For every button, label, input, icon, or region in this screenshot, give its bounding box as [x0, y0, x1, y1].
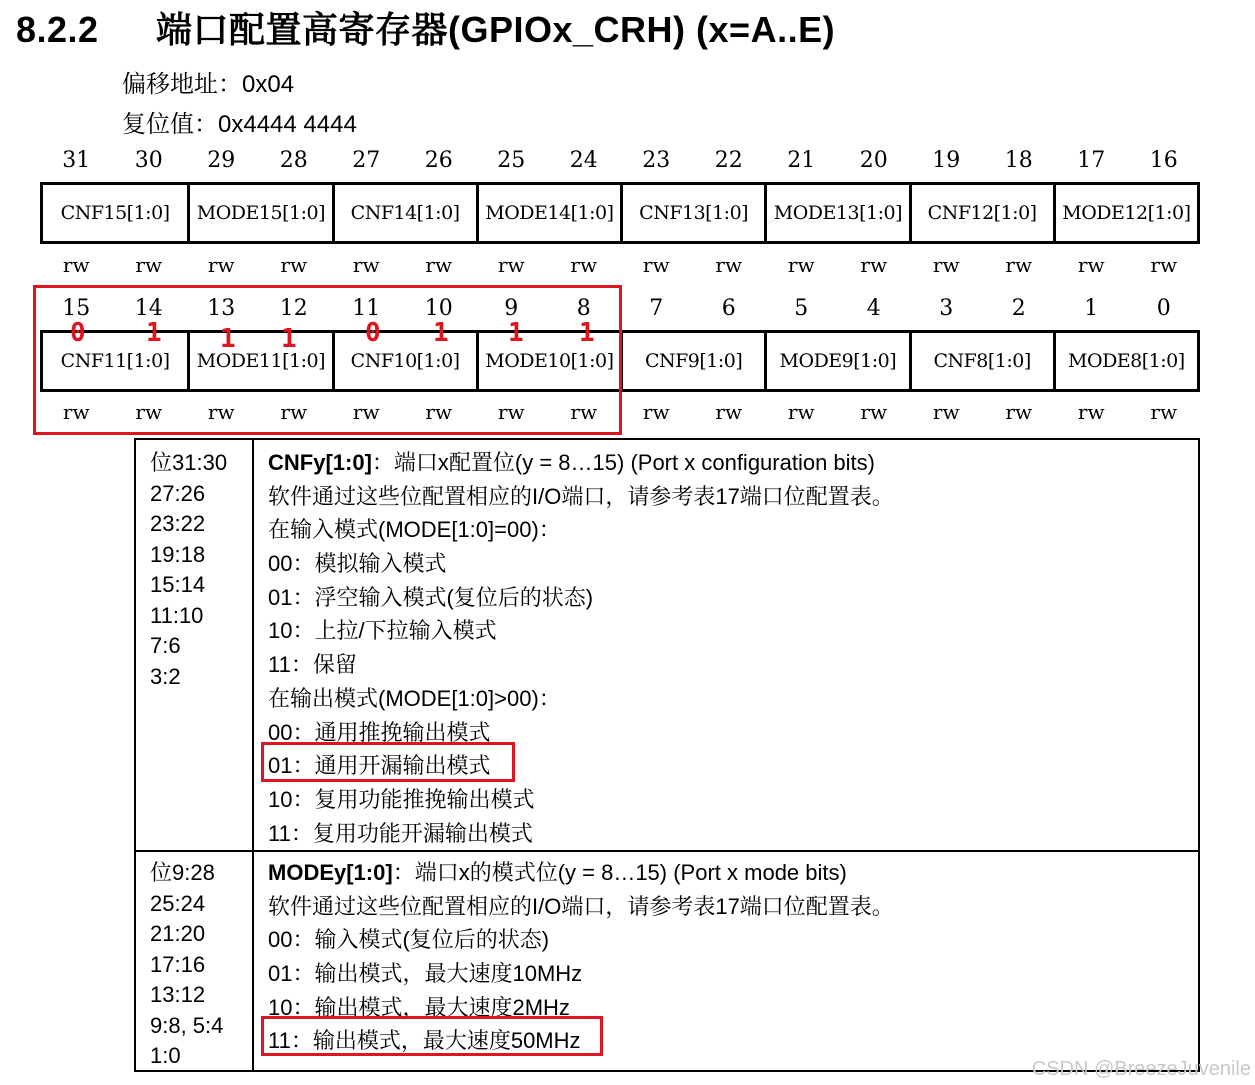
access-type: rw — [642, 253, 670, 277]
section-title — [16, 2, 835, 53]
access-type: rw — [642, 400, 670, 424]
description-line: 10：输出模式，最大速度2MHz — [268, 994, 570, 1020]
access-type: rw — [860, 400, 888, 424]
bit-number: 15 — [62, 296, 91, 321]
annotation-bit-value: 0 — [70, 318, 86, 348]
register-field: CNF13[1:0] — [620, 185, 764, 241]
cnf-heading-field: CNFy[1:0] — [268, 450, 372, 475]
50mhz-highlight — [261, 1016, 603, 1056]
register-field: MODE15[1:0] — [187, 185, 331, 241]
bit-number: 18 — [1004, 148, 1033, 173]
register-field: MODE11[1:0] — [187, 333, 331, 389]
annotation-bit-value: 1 — [433, 318, 449, 348]
section-number: 8.2.2 — [16, 9, 99, 50]
bit-range: 13:12 — [150, 982, 206, 1007]
cnf-description — [254, 440, 1198, 850]
description-line: 11：输出模式，最大速度50MHz — [268, 1028, 581, 1054]
bit-number: 19 — [932, 148, 961, 173]
bit-range: 27:26 — [150, 480, 206, 506]
access-type: rw — [352, 253, 380, 277]
register-field: MODE10[1:0] — [476, 333, 620, 389]
access-type: rw — [207, 400, 235, 424]
description-line: 01：通用开漏输出模式 — [268, 753, 491, 779]
bit-number: 29 — [207, 148, 236, 173]
bit-range: 3:2 — [150, 663, 181, 689]
bit-range: 25:24 — [150, 890, 206, 916]
access-type: rw — [497, 400, 525, 424]
bit-range: 位9:28 — [150, 860, 215, 885]
bit-range: 1:0 — [150, 1043, 181, 1068]
cnf-description-row — [136, 440, 1198, 852]
description-line: 11：保留 — [268, 652, 357, 678]
register-field: MODE12[1:0] — [1053, 185, 1197, 241]
bit-number: 28 — [279, 148, 308, 173]
cnf-heading-text: ：端口x配置位(y = 8…15) (Port x configuration bits) — [371, 450, 875, 475]
section-title-text: 端口配置高寄存器(GPIOx_CRH) (x=A..E) — [156, 9, 836, 50]
bit-number: 1 — [1084, 296, 1099, 321]
bit-number: 4 — [866, 296, 881, 321]
access-type: rw — [497, 253, 525, 277]
bit-number: 11 — [352, 296, 381, 321]
bit-number: 21 — [787, 148, 816, 173]
access-type: rw — [352, 400, 380, 424]
description-line: 在输出模式(MODE[1:0]>00)： — [268, 685, 561, 711]
bit-number: 3 — [939, 296, 954, 321]
access-type: rw — [425, 400, 453, 424]
description-line: 在输入模式(MODE[1:0]=00)： — [268, 517, 561, 543]
access-type: rw — [62, 400, 90, 424]
mode-bit-positions — [136, 850, 254, 1070]
bit-range: 11:10 — [150, 602, 204, 628]
access-type: rw — [1150, 400, 1178, 424]
access-type: rw — [280, 400, 308, 424]
bit-range: 15:14 — [150, 572, 206, 597]
description-line: 01：浮空输入模式(复位后的状态) — [268, 584, 594, 610]
high-bit-numbers — [40, 148, 1200, 173]
access-type: rw — [135, 400, 163, 424]
offset-address: 偏移地址：0x04 — [122, 71, 295, 98]
register-field: CNF11[1:0] — [60, 350, 170, 372]
bit-number: 0 — [1156, 296, 1171, 321]
annotation-bit-value: 1 — [579, 318, 595, 348]
access-type: rw — [787, 400, 815, 424]
bit-number: 10 — [424, 296, 453, 321]
bit-number: 17 — [1077, 148, 1106, 173]
bit-number: 22 — [714, 148, 743, 173]
access-type: rw — [1005, 253, 1033, 277]
bit-number: 26 — [424, 148, 453, 173]
bit-number: 13 — [207, 296, 236, 321]
annotation-bit-value: 0 — [365, 318, 381, 348]
access-type: rw — [1077, 400, 1105, 424]
annotation-bit-value: 1 — [281, 324, 297, 354]
register-field: CNF15[1:0] — [60, 202, 170, 224]
access-type: rw — [860, 253, 888, 277]
description-line: 00：模拟输入模式 — [268, 551, 447, 577]
access-type: rw — [932, 253, 960, 277]
bit-range: 位31:30 — [150, 450, 228, 475]
register-field: CNF12[1:0] — [909, 185, 1053, 241]
description-line: 01：输出模式，最大速度10MHz — [268, 961, 583, 987]
bit-number: 16 — [1149, 148, 1178, 173]
bit-number: 14 — [134, 296, 163, 321]
description-line: 11：复用功能开漏输出模式 — [268, 820, 533, 846]
bit-range: 7:6 — [150, 633, 181, 658]
watermark: CSDN @BreezeJuvenile — [1031, 1058, 1251, 1080]
annotation-bit-value: 1 — [146, 318, 162, 348]
annotation-bit-value: 1 — [220, 324, 236, 354]
bit-range: 19:18 — [150, 541, 206, 567]
bit-number: 7 — [649, 296, 664, 321]
access-type: rw — [932, 400, 960, 424]
open-drain-highlight — [261, 742, 515, 782]
register-field: MODE14[1:0] — [476, 185, 620, 241]
description-line: 00：输入模式(复位后的状态) — [268, 927, 550, 953]
bit-range: 17:16 — [150, 951, 206, 977]
register-field: MODE8[1:0] — [1053, 333, 1197, 389]
bit-range: 21:20 — [150, 921, 206, 946]
register-field: CNF8[1:0] — [909, 333, 1053, 389]
access-type: rw — [715, 253, 743, 277]
description-line: 00：通用推挽输出模式 — [268, 719, 491, 745]
mode-heading-field: MODEy[1:0] — [268, 860, 393, 885]
description-line: 10：复用功能推挽输出模式 — [268, 786, 535, 812]
register-field: CNF10[1:0] — [332, 333, 476, 389]
reset-value: 复位值：0x4444 4444 — [122, 111, 357, 138]
bit-number: 27 — [352, 148, 381, 173]
description-line: 软件通过这些位配置相应的I/O端口，请参考表17端口位配置表。 — [268, 483, 894, 509]
access-type: rw — [570, 400, 598, 424]
high-access-types — [40, 253, 1200, 277]
bit-number: 8 — [576, 296, 591, 321]
high-register-fields — [40, 182, 1200, 244]
bit-number: 23 — [642, 148, 671, 173]
access-type: rw — [1005, 400, 1033, 424]
register-field: CNF9[1:0] — [620, 333, 764, 389]
cnf-heading — [268, 446, 1198, 480]
mode-heading-text: ：端口x的模式位(y = 8…15) (Port x mode bits) — [392, 860, 847, 885]
access-type: rw — [280, 253, 308, 277]
bits-15-8-highlight — [33, 285, 622, 435]
access-type: rw — [425, 253, 453, 277]
annotation-bit-value: 1 — [508, 318, 524, 348]
access-type: rw — [787, 253, 815, 277]
bit-number: 2 — [1011, 296, 1026, 321]
access-type: rw — [1077, 253, 1105, 277]
bit-number: 25 — [497, 148, 526, 173]
register-field: CNF14[1:0] — [332, 185, 476, 241]
bit-number: 9 — [504, 296, 519, 321]
bit-number: 31 — [62, 148, 91, 173]
bit-number: 20 — [859, 148, 888, 173]
access-type: rw — [135, 253, 163, 277]
bit-number: 6 — [721, 296, 736, 321]
register-field: MODE9[1:0] — [764, 333, 908, 389]
mode-heading — [268, 856, 1198, 890]
access-type: rw — [1150, 253, 1178, 277]
bit-number: 12 — [279, 296, 308, 321]
description-line: 软件通过这些位配置相应的I/O端口，请参考表17端口位配置表。 — [268, 893, 894, 919]
bit-range: 23:22 — [150, 511, 206, 536]
access-type: rw — [207, 253, 235, 277]
access-type: rw — [570, 253, 598, 277]
register-field: MODE13[1:0] — [764, 185, 908, 241]
access-type: rw — [715, 400, 743, 424]
description-line: 10：上拉/下拉输入模式 — [268, 618, 497, 644]
access-type: rw — [62, 253, 90, 277]
cnf-bit-positions — [136, 440, 254, 850]
bit-range: 9:8, 5:4 — [150, 1012, 224, 1038]
bit-number: 24 — [569, 148, 598, 173]
bit-number: 30 — [134, 148, 163, 173]
bit-number: 5 — [794, 296, 809, 321]
